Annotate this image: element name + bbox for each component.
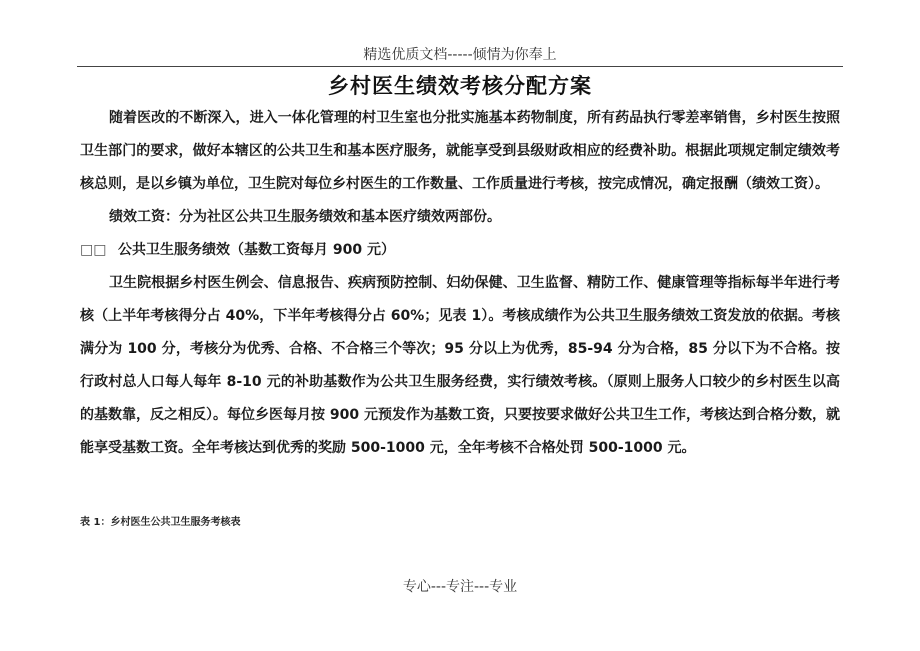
header-divider	[77, 66, 843, 67]
page-footer: 专心---专注---专业	[402, 579, 518, 595]
table-caption: 表 1：乡村医生公共卫生服务考核表	[80, 517, 241, 528]
document-title: 乡村医生绩效考核分配方案	[328, 74, 592, 98]
intro-paragraph: 随着医改的不断深入，进入一体化管理的村卫生室也分批实施基本药物制度，所有药品执行零差率销售，乡村医生按照卫生部门的要求，做好本辖区的公共卫生和基本医疗服务，就能享受到县级财政相应的经费补助。根据此项规定制定绩效考核总则，是以乡镇为单位，卫生院对每位乡村医生的工作数量、工作质量进行考核，按完成情况，确定报酬（绩效工资）。	[80, 110, 840, 192]
performance-pay-paragraph: 绩效工资：分为社区公共卫生服务绩效和基本医疗绩效两部份。	[109, 209, 501, 225]
section-number: □□	[80, 242, 107, 258]
section-paragraph: 卫生院根据乡村医生例会、信息报告、疾病预防控制、妇幼保健、卫生监督、精防工作、健康管理等指标每半年进行考核（上半年考核得分占 40%，下半年考核得分占 60%；见表 1）。考核成绩作为公共卫生服务绩效工资发放的依据。考核满分为 100 分，考核分为优秀、合格、不合格三个等次；95 分以上为优秀，85-94 分为合格，85 分以下为不合格。按行政村总人口每人每年 8-10 元的补助基数作为公共卫生服务经费，实行绩效考核。（原则上服务人口较少的乡村医生以高的基数靠，反之相反）。每位乡医每月按 900 元预发作为基数工资，只要按要求做好公共卫生工作，考核达到合格分数，就能享受基数工资。全年考核达到优秀的奖励 500-1000 元，全年考核不合格处罚 500-1000 元。	[80, 275, 840, 456]
document-body	[80, 102, 840, 465]
page-header: 精选优质文档-----倾情为你奉上	[363, 47, 557, 63]
section-heading	[80, 234, 840, 267]
section-heading-text: 公共卫生服务绩效（基数工资每月 900 元）	[118, 242, 395, 258]
